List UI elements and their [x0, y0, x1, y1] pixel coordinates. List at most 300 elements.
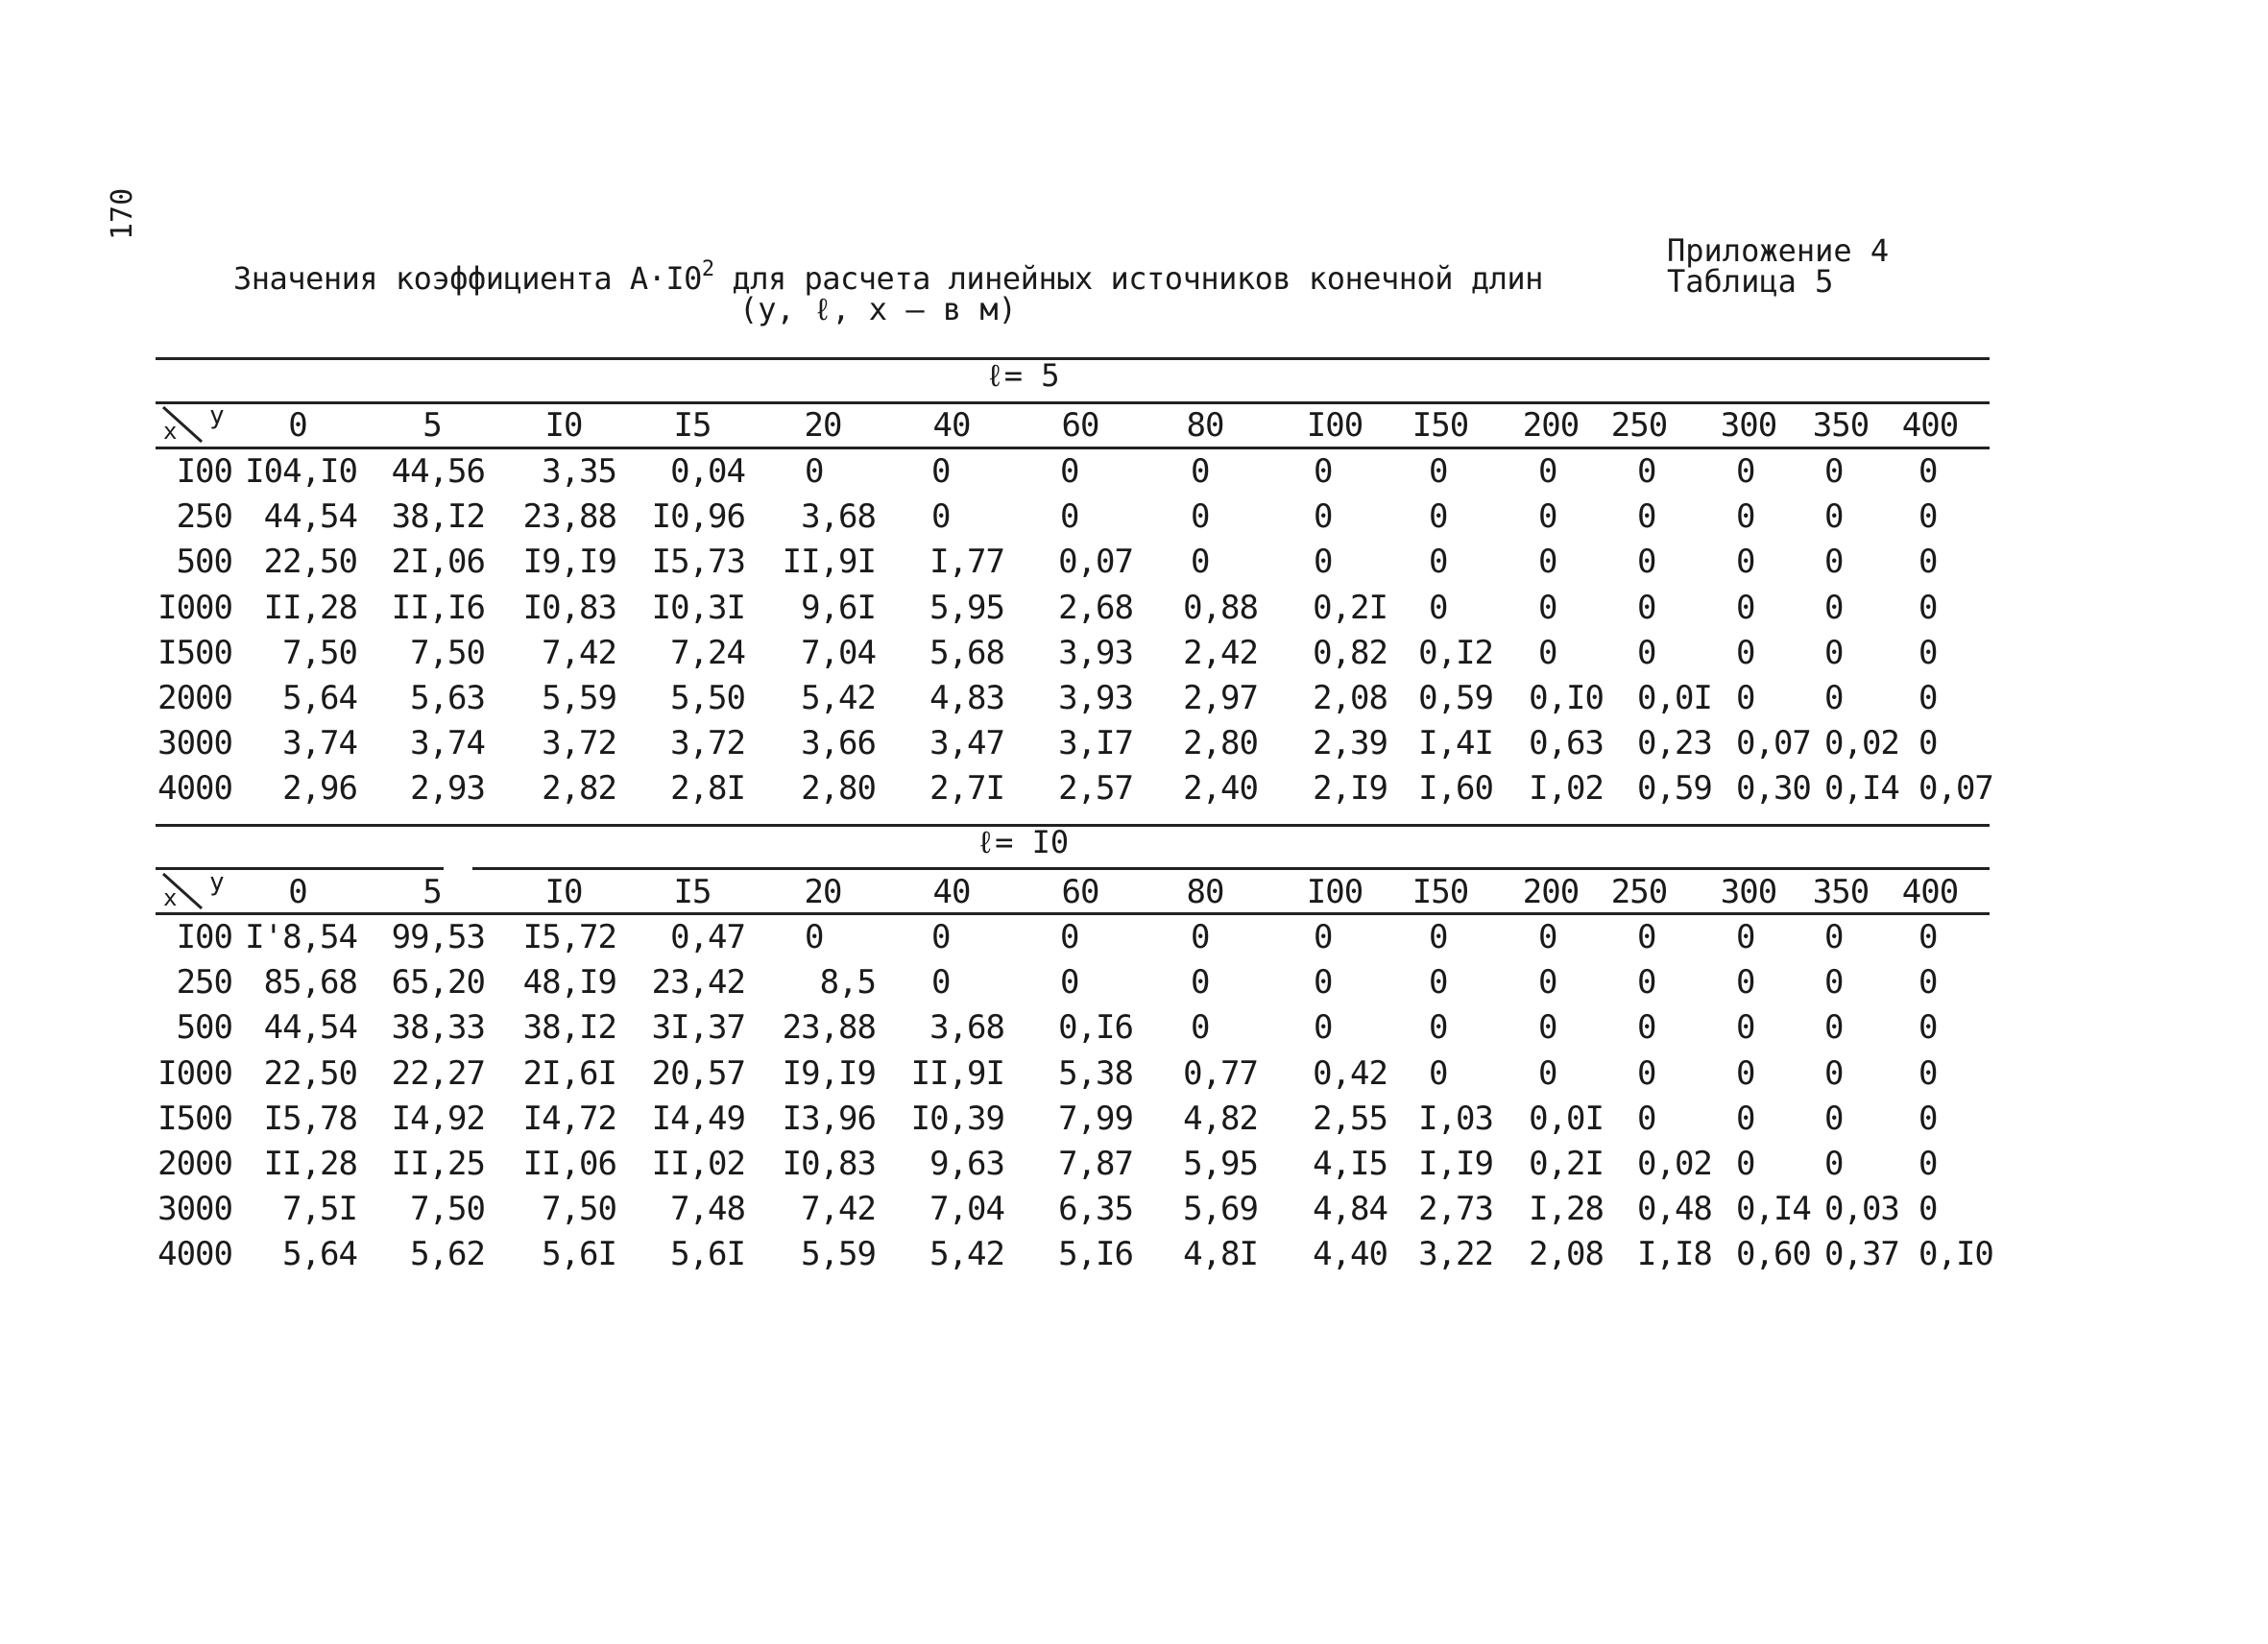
- table-cell: 22,50: [263, 543, 357, 582]
- table-cell: 5,95: [1183, 1145, 1258, 1183]
- corner-y-label: y: [209, 868, 224, 897]
- table-cell: 0: [1637, 963, 1656, 1003]
- table-cell: 0,03: [1824, 1190, 1899, 1229]
- row-x-value: 500: [176, 1008, 232, 1048]
- table-cell: 5,42: [929, 1235, 1004, 1274]
- table-cell: I0,96: [651, 497, 745, 537]
- table-cell: 5,38: [1058, 1053, 1133, 1093]
- title-rest: для расчета линейных источников конечной длин: [713, 260, 1543, 297]
- table-cell: 2,08: [1529, 1235, 1604, 1274]
- column-header: 400: [1901, 873, 1959, 911]
- column-header: 40: [932, 406, 971, 445]
- table-cell: 7,99: [1058, 1099, 1133, 1138]
- table-cell: 5,6I: [542, 1235, 616, 1274]
- table-cell: 0: [1736, 679, 1755, 717]
- table-cell: 0: [1918, 588, 1938, 627]
- table-cell: 0: [1824, 963, 1844, 1003]
- table-cell: 0,30: [1736, 769, 1811, 809]
- table-cell: 5,69: [1183, 1190, 1258, 1229]
- table-cell: 7,42: [801, 1190, 876, 1229]
- table-cell: 0,77: [1183, 1053, 1258, 1093]
- table-cell: 3,68: [801, 497, 876, 537]
- table-cell: 4,83: [929, 679, 1004, 717]
- table-cell: I0,83: [522, 588, 616, 627]
- corner-x-label: x: [163, 884, 177, 911]
- table-cell: 0: [1918, 497, 1938, 537]
- table-cell: 0: [1191, 452, 1210, 491]
- row-x-value: I00: [176, 918, 232, 956]
- table-cell: 7,04: [801, 633, 876, 672]
- table-cell: II,I6: [391, 588, 485, 627]
- table-cell: 38,I2: [522, 1008, 616, 1048]
- table-cell: 0,59: [1637, 769, 1712, 809]
- column-header: 60: [1061, 873, 1099, 911]
- section-label: ℓ= I0: [976, 824, 1070, 860]
- table-cell: 2,40: [1183, 769, 1258, 809]
- table-cell: I,4I: [1418, 724, 1493, 763]
- row-x-value: I000: [157, 1053, 232, 1093]
- table-cell: 9,63: [929, 1145, 1004, 1183]
- table-cell: 2,68: [1058, 588, 1133, 627]
- table-cell: 0,I4: [1824, 769, 1899, 809]
- column-header: 0: [288, 406, 307, 445]
- table-cell: 0: [1637, 497, 1656, 537]
- appendix-line: Приложение 4: [1667, 232, 1890, 269]
- table-cell: 4,84: [1313, 1190, 1387, 1229]
- table-cell: 7,48: [670, 1190, 745, 1229]
- row-x-value: I500: [157, 1099, 232, 1138]
- column-header: 0: [288, 873, 307, 911]
- table-cell: 6,35: [1058, 1190, 1133, 1229]
- row-x-value: 250: [176, 963, 232, 1003]
- table-cell: 5,I6: [1058, 1235, 1133, 1274]
- table-cell: 0: [1824, 1008, 1844, 1048]
- row-x-value: 4000: [157, 1235, 232, 1274]
- table-cell: 3,66: [801, 724, 876, 763]
- table-cell: 0: [1429, 963, 1448, 1003]
- table-cell: 0: [1637, 1053, 1656, 1093]
- table-cell: 2,93: [410, 769, 485, 809]
- table-cell: 0: [1429, 543, 1448, 582]
- table-cell: 0,07: [1918, 769, 1993, 809]
- table-cell: I,02: [1529, 769, 1604, 809]
- table-cell: I,I9: [1418, 1145, 1493, 1183]
- table-cell: 3I,37: [651, 1008, 745, 1048]
- table-cell: 2I,06: [391, 543, 485, 582]
- column-header: 300: [1720, 406, 1777, 445]
- table-cell: II,9I: [782, 543, 876, 582]
- table-cell: 0: [1191, 497, 1210, 537]
- table-cell: 7,50: [410, 633, 485, 672]
- column-header: 5: [422, 406, 442, 445]
- table-cell: 0: [1637, 543, 1656, 582]
- table-cell: 22,27: [391, 1053, 485, 1093]
- table-cell: 38,33: [391, 1008, 485, 1048]
- column-header: I5: [673, 873, 712, 911]
- table-cell: 2,8I: [670, 769, 745, 809]
- table-cell: 22,50: [263, 1053, 357, 1093]
- table-cell: 0,I2: [1418, 633, 1493, 672]
- table-cell: 0: [931, 497, 951, 537]
- table-cell: 0,82: [1313, 633, 1387, 672]
- table-cell: I04,I0: [245, 452, 357, 491]
- table-cell: 0: [1918, 633, 1938, 672]
- table-cell: I9,I9: [782, 1053, 876, 1093]
- table-cell: 0,2I: [1529, 1145, 1604, 1183]
- table-cell: 0: [1736, 497, 1755, 537]
- column-header: I50: [1411, 406, 1469, 445]
- table-cell: 0: [1538, 963, 1557, 1003]
- table-cell: 5,68: [929, 633, 1004, 672]
- table-cell: 0: [1736, 452, 1755, 491]
- column-header: 200: [1522, 873, 1580, 911]
- table-cell: 5,63: [410, 679, 485, 717]
- table-cell: 0,59: [1418, 679, 1493, 717]
- table-cell: 0: [931, 963, 951, 1003]
- corner-y-label: y: [209, 401, 224, 430]
- table-cell: 0: [1736, 1145, 1755, 1183]
- table-cell: 8,5: [819, 963, 876, 1003]
- table-cell: 85,68: [263, 963, 357, 1003]
- table-cell: I,77: [929, 543, 1004, 582]
- table-cell: 2,80: [801, 769, 876, 809]
- table-cell: 5,64: [282, 1235, 357, 1274]
- column-header: 80: [1186, 873, 1224, 911]
- table-cell: 0: [1736, 633, 1755, 672]
- table-cell: 5,59: [801, 1235, 876, 1274]
- table-cell: 5,6I: [670, 1235, 745, 1274]
- column-header: 20: [804, 873, 842, 911]
- table-cell: 44,54: [263, 497, 357, 537]
- table-cell: 0,07: [1736, 724, 1811, 763]
- table-cell: 7,50: [410, 1190, 485, 1229]
- table-cell: 2,96: [282, 769, 357, 809]
- table-cell: I5,78: [263, 1099, 357, 1138]
- table-cell: 23,88: [522, 497, 616, 537]
- row-x-value: 250: [176, 497, 232, 537]
- table-cell: 0,02: [1824, 724, 1899, 763]
- title-text: Значения коэффициента A·I0: [233, 260, 702, 297]
- column-header: 250: [1610, 873, 1668, 911]
- table-cell: 5,95: [929, 588, 1004, 627]
- table-cell: 0: [1538, 588, 1557, 627]
- table-cell: 3,I7: [1058, 724, 1133, 763]
- appendix-label: [1667, 232, 1890, 300]
- table-cell: 2,55: [1313, 1099, 1387, 1138]
- table-cell: 3,93: [1058, 633, 1133, 672]
- column-header: 250: [1610, 406, 1668, 445]
- table-cell: 0: [1824, 588, 1844, 627]
- table-cell: 0,42: [1313, 1053, 1387, 1093]
- page-number: 170: [106, 187, 139, 240]
- table-number: Таблица 5: [1667, 263, 1834, 300]
- table-cell: 0: [1918, 1053, 1938, 1093]
- table-cell: 0: [1824, 1145, 1844, 1183]
- table-cell: 5,42: [801, 679, 876, 717]
- table-cell: 0: [1538, 543, 1557, 582]
- column-header: 5: [422, 873, 442, 911]
- table-cell: 0,I6: [1058, 1008, 1133, 1048]
- table-cell: 0: [1314, 497, 1333, 537]
- table-cell: 0,63: [1529, 724, 1604, 763]
- table-cell: 0: [805, 918, 824, 956]
- table-cell: 2,82: [542, 769, 616, 809]
- table-cell: I0,3I: [651, 588, 745, 627]
- corner-x-label: x: [163, 418, 177, 445]
- table-cell: 3,47: [929, 724, 1004, 763]
- table-cell: 0: [1637, 1008, 1656, 1048]
- table-cell: II,06: [522, 1145, 616, 1183]
- table-cell: 0: [1736, 543, 1755, 582]
- table-cell: 44,54: [263, 1008, 357, 1048]
- column-header: 200: [1522, 406, 1580, 445]
- table-cell: 0: [1736, 1053, 1755, 1093]
- table-cell: 2,57: [1058, 769, 1133, 809]
- table-cell: 0: [1824, 679, 1844, 717]
- column-header: I00: [1306, 873, 1363, 911]
- column-header: I0: [544, 406, 583, 445]
- table-cell: 0: [1824, 452, 1844, 491]
- table-cell: 0: [1736, 963, 1755, 1003]
- table-cell: 0: [1429, 588, 1448, 627]
- table-cell: 0: [1060, 963, 1079, 1003]
- table-cell: I,28: [1529, 1190, 1604, 1229]
- table-cell: 4,8I: [1183, 1235, 1258, 1274]
- table-cell: 23,88: [782, 1008, 876, 1048]
- table-cell: 5,64: [282, 679, 357, 717]
- table-cell: I0,39: [910, 1099, 1004, 1138]
- column-header: 40: [932, 873, 971, 911]
- table-cell: I4,49: [651, 1099, 745, 1138]
- table-cell: 0: [1824, 543, 1844, 582]
- row-x-value: I000: [157, 588, 232, 627]
- table-cell: 0: [1429, 918, 1448, 956]
- table-cell: 0: [1736, 588, 1755, 627]
- table-cell: 0,0I: [1529, 1099, 1604, 1138]
- table-cell: 4,40: [1313, 1235, 1387, 1274]
- table-cell: 2,08: [1313, 679, 1387, 717]
- column-header: 400: [1901, 406, 1959, 445]
- table-cell: 3,22: [1418, 1235, 1493, 1274]
- table-cell: 0: [1314, 1008, 1333, 1048]
- table-cell: 0: [1191, 1008, 1210, 1048]
- table-cell: 0: [1918, 543, 1938, 582]
- table-cell: 2,I9: [1313, 769, 1387, 809]
- table-cell: 48,I9: [522, 963, 616, 1003]
- table-cell: 0: [1538, 497, 1557, 537]
- table-cell: 0: [1314, 452, 1333, 491]
- table-cell: 2I,6I: [522, 1053, 616, 1093]
- row-x-value: 4000: [157, 769, 232, 809]
- table-cell: II,02: [651, 1145, 745, 1183]
- table-cell: 2,39: [1313, 724, 1387, 763]
- column-header: I5: [673, 406, 712, 445]
- table-cell: I,I8: [1637, 1235, 1712, 1274]
- table-cell: 0: [1824, 1053, 1844, 1093]
- table-cell: 0,I0: [1918, 1235, 1993, 1274]
- table-cell: 0: [1637, 452, 1656, 491]
- table-cell: 0: [1538, 452, 1557, 491]
- table-cell: 0,07: [1058, 543, 1133, 582]
- column-header: I00: [1306, 406, 1363, 445]
- table-cell: 0,04: [670, 452, 745, 491]
- table-cell: 0,88: [1183, 588, 1258, 627]
- table-cell: I3,96: [782, 1099, 876, 1138]
- table-cell: I0,83: [782, 1145, 876, 1183]
- table-cell: 0: [1918, 1145, 1938, 1183]
- table-cell: II,25: [391, 1145, 485, 1183]
- table-cell: 0: [1736, 1099, 1755, 1138]
- row-x-value: 500: [176, 543, 232, 582]
- table-cell: 3,74: [410, 724, 485, 763]
- table-cell: 99,53: [391, 918, 485, 956]
- table-cell: 5,62: [410, 1235, 485, 1274]
- column-header: I50: [1411, 873, 1469, 911]
- table-cell: 0,2I: [1313, 588, 1387, 627]
- table-cell: 0: [1824, 918, 1844, 956]
- column-header: 300: [1720, 873, 1777, 911]
- table-cell: 0: [1918, 724, 1938, 763]
- table-cell: 0,47: [670, 918, 745, 956]
- row-x-value: 3000: [157, 1190, 232, 1229]
- column-header: I0: [544, 873, 583, 911]
- table-cell: 0,0I: [1637, 679, 1712, 717]
- table-cell: 0,48: [1637, 1190, 1712, 1229]
- table-cell: 44,56: [391, 452, 485, 491]
- column-header: 80: [1186, 406, 1224, 445]
- table-cell: 7,24: [670, 633, 745, 672]
- table-cell: 0: [1538, 1008, 1557, 1048]
- table-cell: 0: [1538, 1053, 1557, 1093]
- table-cell: 20,57: [651, 1053, 745, 1093]
- table-cell: 7,50: [542, 1190, 616, 1229]
- table-cell: 0: [1736, 1008, 1755, 1048]
- table-cell: 3,35: [542, 452, 616, 491]
- table-cell: 0: [1060, 452, 1079, 491]
- table-cell: 65,20: [391, 963, 485, 1003]
- table-cell: 7,5I: [282, 1190, 357, 1229]
- table-cell: 5,59: [542, 679, 616, 717]
- table-cell: 7,42: [542, 633, 616, 672]
- table-cell: 0: [1429, 1053, 1448, 1093]
- table-cell: 3,93: [1058, 679, 1133, 717]
- table-cell: 2,97: [1183, 679, 1258, 717]
- table-cell: I,03: [1418, 1099, 1493, 1138]
- table-cell: 0: [1918, 679, 1938, 717]
- table-cell: 0: [1637, 633, 1656, 672]
- table-cell: 23,42: [651, 963, 745, 1003]
- table-cell: 0: [1191, 963, 1210, 1003]
- table-cell: 0,I4: [1736, 1190, 1811, 1229]
- table-cell: I9,I9: [522, 543, 616, 582]
- table-subtitle: (y, ℓ, x – в м): [739, 291, 1017, 327]
- table-cell: 0: [1637, 588, 1656, 627]
- table-cell: 0: [1824, 497, 1844, 537]
- table-cell: 0: [1060, 497, 1079, 537]
- table-cell: 0: [1191, 918, 1210, 956]
- table-cell: 0: [1918, 1099, 1938, 1138]
- column-header: 350: [1812, 873, 1870, 911]
- table-cell: 0: [931, 918, 951, 956]
- row-x-value: 3000: [157, 724, 232, 763]
- table-cell: 2,7I: [929, 769, 1004, 809]
- table-cell: 2,80: [1183, 724, 1258, 763]
- table-cell: 7,87: [1058, 1145, 1133, 1183]
- table-cell: 3,72: [670, 724, 745, 763]
- table-cell: 7,50: [282, 633, 357, 672]
- table-cell: I4,72: [522, 1099, 616, 1138]
- table-cell: 0: [1736, 918, 1755, 956]
- table-cell: 0: [1824, 633, 1844, 672]
- table-cell: 4,82: [1183, 1099, 1258, 1138]
- table-cell: 0,37: [1824, 1235, 1899, 1274]
- table-cell: 0: [931, 452, 951, 491]
- table-cell: 0: [1824, 1099, 1844, 1138]
- table-cell: 0: [1429, 1008, 1448, 1048]
- column-header: 350: [1812, 406, 1870, 445]
- table-cell: 0,I0: [1529, 679, 1604, 717]
- row-x-value: 2000: [157, 679, 232, 717]
- table-cell: 0: [1191, 543, 1210, 582]
- table-cell: 38,I2: [391, 497, 485, 537]
- table-cell: 0: [1314, 963, 1333, 1003]
- title-superscript: 2: [701, 257, 714, 281]
- table-cell: 0: [1918, 963, 1938, 1003]
- table-cell: II,28: [263, 1145, 357, 1183]
- table-cell: I,60: [1418, 769, 1493, 809]
- table-cell: 0,23: [1637, 724, 1712, 763]
- table-cell: II,9I: [910, 1053, 1004, 1093]
- table-cell: 0: [1918, 452, 1938, 491]
- table-cell: I4,92: [391, 1099, 485, 1138]
- table-cell: 0,02: [1637, 1145, 1712, 1183]
- table-cell: 4,I5: [1313, 1145, 1387, 1183]
- column-header: 20: [804, 406, 842, 445]
- table-cell: 3,72: [542, 724, 616, 763]
- table-cell: 0: [1314, 918, 1333, 956]
- table-cell: 0: [1637, 918, 1656, 956]
- row-x-value: I00: [176, 452, 232, 491]
- table-cell: 0: [1314, 543, 1333, 582]
- table-cell: 0,60: [1736, 1235, 1811, 1274]
- table-cell: II,28: [263, 588, 357, 627]
- table-cell: 5,50: [670, 679, 745, 717]
- table-cell: 9,6I: [801, 588, 876, 627]
- section-label: ℓ= 5: [985, 357, 1060, 394]
- table-cell: 3,74: [282, 724, 357, 763]
- table-cell: 0: [1538, 633, 1557, 672]
- table-cell: I5,73: [651, 543, 745, 582]
- row-x-value: I500: [157, 633, 232, 672]
- row-x-value: 2000: [157, 1145, 232, 1183]
- table-cell: 0: [1637, 1099, 1656, 1138]
- table-cell: 7,04: [929, 1190, 1004, 1229]
- table-cell: 0: [1918, 918, 1938, 956]
- table-cell: 0: [1918, 1008, 1938, 1048]
- table-cell: 0: [805, 452, 824, 491]
- table-cell: 2,42: [1183, 633, 1258, 672]
- table-cell: 2,73: [1418, 1190, 1493, 1229]
- column-header: 60: [1061, 406, 1099, 445]
- table-cell: 0: [1429, 452, 1448, 491]
- table-cell: 3,68: [929, 1008, 1004, 1048]
- table-cell: 0: [1060, 918, 1079, 956]
- table-cell: I'8,54: [245, 918, 357, 956]
- table-cell: 0: [1918, 1190, 1938, 1229]
- table-cell: 0: [1429, 497, 1448, 537]
- table-cell: 0: [1538, 918, 1557, 956]
- table-cell: I5,72: [522, 918, 616, 956]
